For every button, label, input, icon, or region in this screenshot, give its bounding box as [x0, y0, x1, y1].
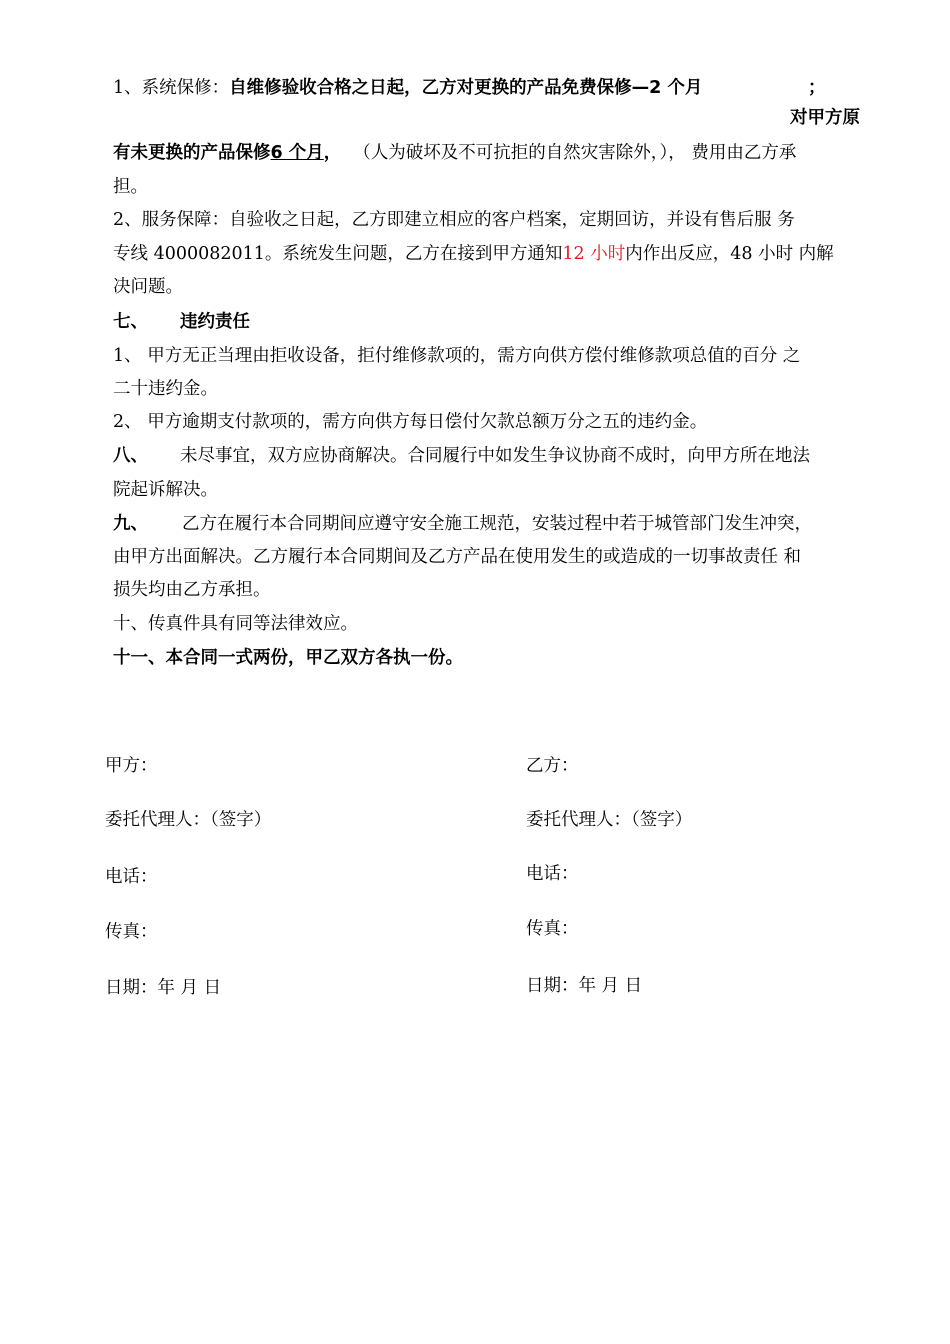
- sec7-num: 七、: [113, 312, 148, 332]
- clause1-tail: （人为破坏及不可抗拒的自然灾害除外，）， 费用由乙方承: [353, 143, 797, 163]
- clause1-line3: [113, 141, 796, 165]
- clause1-bold3: 有未更换的产品保修: [113, 143, 271, 163]
- sec11-text: 十一、本合同一式两份，甲乙双方各执一份。: [113, 648, 463, 668]
- clause1-bold4: ，: [323, 143, 342, 163]
- clause2-line1: 2、服务保障：自验收之日起，乙方即建立相应的客户档案，定期回访，并设有售后服 务: [113, 210, 795, 230]
- sec7-p1b: 二十违约金。: [113, 379, 218, 399]
- party-a-name: 甲方：: [105, 756, 158, 776]
- clause2-line3: 决问题。: [113, 277, 183, 297]
- clause2-line2: [113, 242, 834, 266]
- clause2-red-hours: 12 小时: [562, 244, 626, 264]
- sec7-title: 违约责任: [180, 312, 250, 332]
- party-b-name: 乙方：: [526, 756, 579, 776]
- party-b-date: 日期：年 月 日: [526, 976, 643, 996]
- sec7-p2: 2、 甲方逾期支付款项的，需方向供方每日偿付欠款总额万分之五的违约金。: [113, 412, 708, 432]
- clause1-lead: 系统保修：: [141, 78, 230, 98]
- sec9-l1: 乙方在履行本合同期间应遵守安全施工规范，安装过程中若于城管部门发生冲突，: [182, 514, 812, 534]
- sec8-l2: 院起诉解决。: [113, 480, 218, 500]
- party-a-date: 日期：年 月 日: [105, 978, 222, 998]
- sec7-p1a: 1、 甲方无正当理由拒收设备，拒付维修款项的，需方向供方偿付维修款项总值的百分 之: [113, 346, 801, 366]
- party-b-phone: 电话：: [526, 864, 579, 884]
- sec9-num: 九、: [113, 514, 148, 534]
- sec8-num: 八、: [113, 446, 148, 466]
- clause1-semicolon: ；: [808, 78, 826, 98]
- sec7-heading: [113, 310, 250, 334]
- sec9-l2: 由甲方出面解决。乙方履行本合同期间及乙方产品在使用发生的或造成的一切事故责任 和: [113, 547, 802, 567]
- clause1-bold1: 自维修验收合格之日起，乙方对更换的产品免费保修—2 个月: [229, 78, 703, 98]
- clause1-line1: [113, 76, 702, 100]
- party-a-fax: 传真：: [105, 922, 158, 942]
- clause1-bold2: 对甲方原: [790, 108, 860, 128]
- party-a-phone: 电话：: [105, 867, 158, 887]
- sec8-l1: 未尽事宜，双方应协商解决。合同履行中如发生争议协商不成时，向甲方所在地法: [180, 446, 810, 466]
- party-b-agent: 委托代理人：（签字）: [526, 810, 693, 830]
- clause1-num: 1、: [113, 78, 142, 98]
- sec9-line1: [113, 512, 812, 536]
- party-b-fax: 传真：: [526, 919, 579, 939]
- sec10-text: 十、传真件具有同等法律效应。: [113, 614, 358, 634]
- clause1-months: 6 个月: [270, 143, 324, 163]
- party-a-agent: 委托代理人：（签字）: [105, 810, 272, 830]
- clause2-line2a: 专线 4000082011。系统发生问题，乙方在接到甲方通知: [113, 244, 563, 264]
- clause2-line2b: 内作出反应，48 小时 内解: [625, 244, 834, 264]
- sec9-l3: 损失均由乙方承担。: [113, 580, 271, 600]
- clause1-tail2: 担。: [113, 177, 148, 197]
- sec8-line1: [113, 444, 810, 468]
